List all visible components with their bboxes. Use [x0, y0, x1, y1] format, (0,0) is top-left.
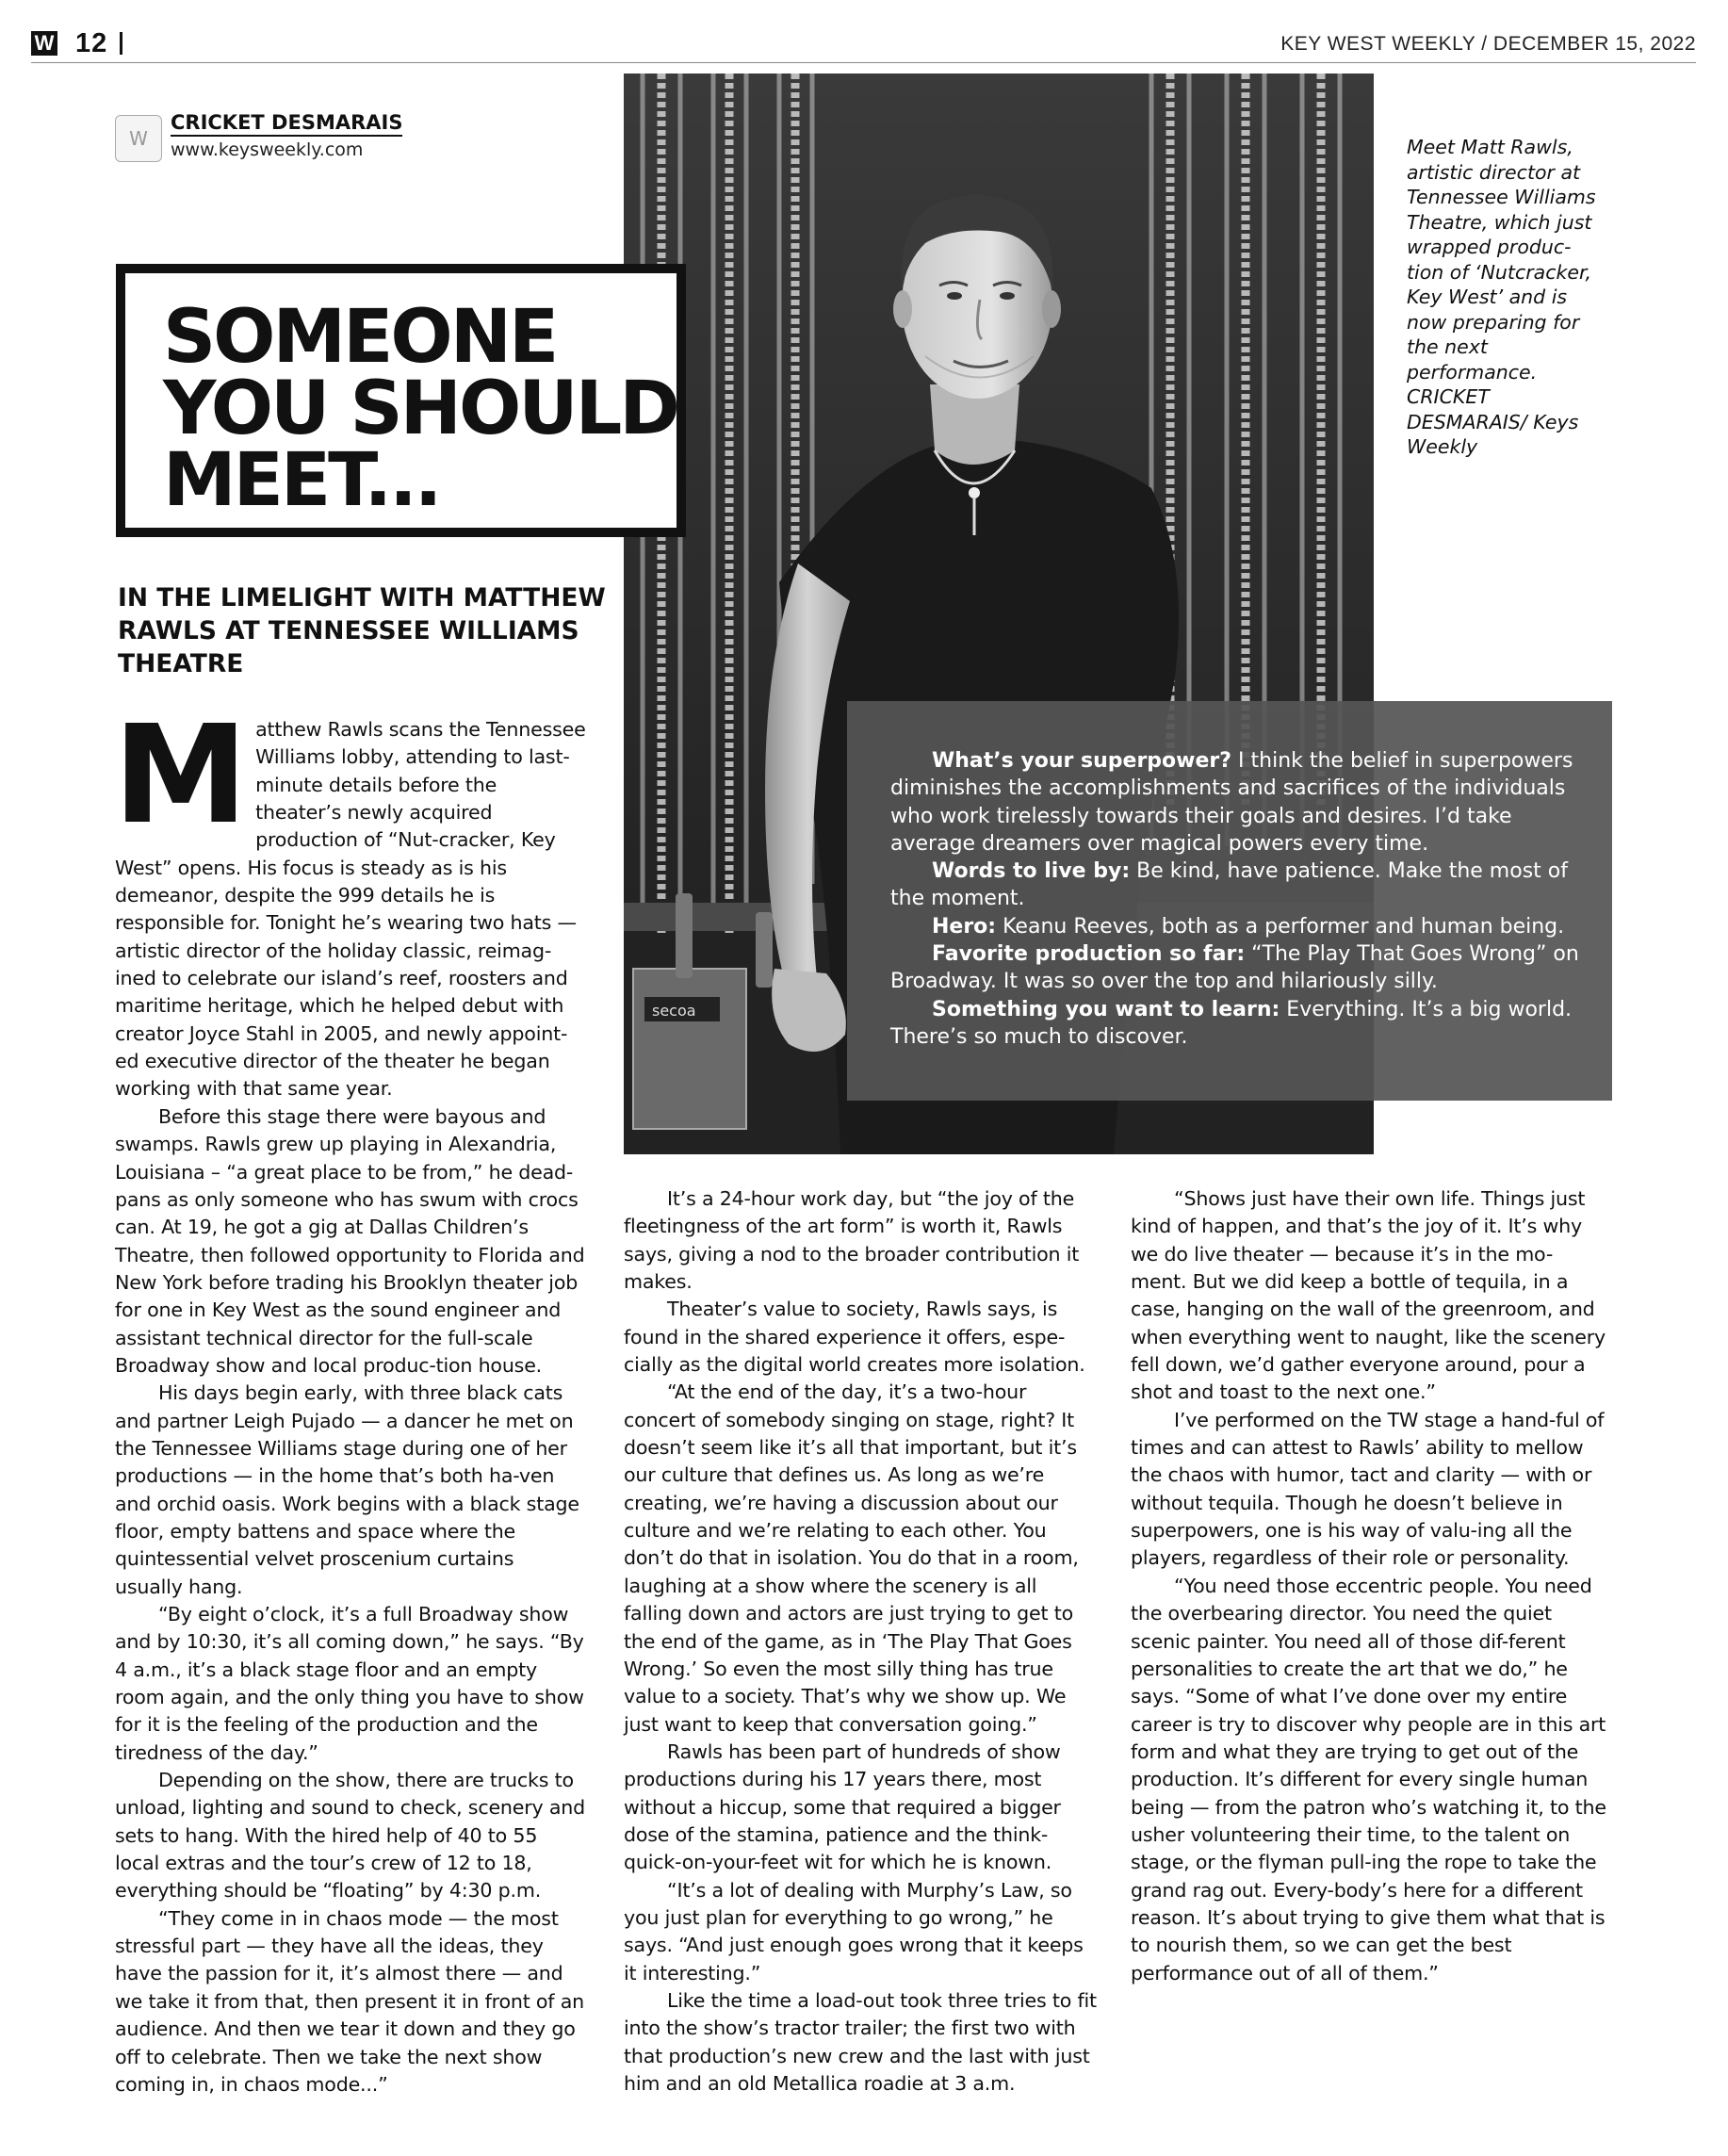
paragraph: Rawls has been part of hundreds of show productions during his 17 years there, most without a hiccup, some that required a bigger dose of the stamina, patience and the think-quick-on-your-feet wit for which he is known. — [624, 1740, 1061, 1874]
header-rule — [31, 62, 1696, 63]
equipment-label: secoa — [652, 1002, 696, 1020]
headline — [163, 295, 691, 523]
qa-answer: Be kind, have patience. Make the most of the moment. — [890, 859, 1568, 911]
qa-item — [890, 913, 1588, 940]
qa-answer: I think the belief in superpowers diminishes the accomplishments and sacrifices of the individuals who work tirelessly towards their goals and desires. I’d take average dreamers over magical powers every time. — [890, 749, 1573, 856]
qa-item — [890, 747, 1588, 858]
headline-line-1: SOMEONE — [163, 295, 557, 380]
qa-item — [890, 940, 1588, 996]
author-url[interactable]: www.keysweekly.com — [171, 139, 364, 160]
drop-cap: M — [113, 695, 249, 854]
headline-line-3: MEET... — [163, 438, 440, 523]
qa-question: Words to live by: — [932, 859, 1131, 884]
headline-box — [116, 264, 686, 537]
paragraph: I’ve performed on the TW stage a hand-ful of times and can attest to Rawls’ ability to mellow the chaos with humor, tact and clarity — with or without tequila. Though he doesn’t believe in superpowers, one is his way of valu-ing all the players, regardless of their role or personality. — [1131, 1408, 1605, 1570]
paragraph: Depending on the show, there are trucks to unload, lighting and sound to check, scenery and sets to hang. With the hired help of 40 to 55 local extras and the tour’s crew of 12 to 18, everything should be “floating” by 4:30 p.m. — [115, 1769, 585, 1903]
qa-question: Favorite production so far: — [932, 942, 1246, 967]
qa-answer: Keanu Reeves, both as a performer and human being. — [996, 914, 1565, 939]
paragraph: “Shows just have their own life. Things just kind of happen, and that’s the joy of it. It’s why we do live theater — because it’s in the mo-ment. But we did keep a bottle of tequila, in a case, hanging on the wall of the greenroom, and when everything went to naught, like the scenery fell down, we’d gather everyone around, pour a shot and toast to the next one.” — [1131, 1187, 1606, 1404]
qa-answer: “The Play That Goes Wrong” on Broadway. It was so over the top and hilariously silly. — [890, 942, 1579, 994]
qa-sidebar — [847, 701, 1612, 1101]
photo-caption: Meet Matt Rawls, artistic director at Tennessee Williams Theatre, which just wrapped produc-tion of ‘Nutcracker, Key West’ and is now preparing for the next performance. CRICKET DESMARAIS/ Keys Weekly — [1407, 136, 1596, 458]
author-name: CRICKET DESMARAIS — [171, 111, 402, 137]
subheadline: IN THE LIMELIGHT WITH MATTHEW RAWLS AT TENNESSEE WILLIAMS THEATRE — [118, 583, 606, 678]
page-number: 12 — [75, 28, 108, 58]
paragraph: Before this stage there were bayous and swamps. Rawls grew up playing in Alexandria, Louisiana – “a great place to be from,” he dead-pans as only someone who has swum with crocs can. At 19, he got a gig at Dallas Children’s Theatre, then followed opportunity to Florida and New York before trading his Brooklyn theater job for one in Key West as the sound engineer and assistant technical director for the full-scale Broadway show and local produc-tion house. — [115, 1104, 585, 1377]
qa-item — [890, 858, 1588, 913]
qa-question: What’s your superpower? — [932, 749, 1232, 773]
paragraph: “It’s a lot of dealing with Murphy’s Law, so you just plan for everything to go wrong,” he says. “And just enough goes wrong that it keeps it interesting.” — [624, 1878, 1084, 1984]
qa-question: Hero: — [932, 914, 997, 939]
paragraph: “By eight o’clock, it’s a full Broadway show and by 10:30, it’s all coming down,” he says. “By 4 a.m., it’s a black stage floor and an empty room again, and the only thing you have to show for it is the feeling of the production and the tiredness of the day.” — [115, 1603, 584, 1764]
qa-item — [890, 996, 1588, 1052]
publication-date: KEY WEST WEEKLY / DECEMBER 15, 2022 — [1280, 33, 1696, 55]
paragraph: Matthew Rawls scans the Tennessee Williams lobby, attending to last-minute details before the theater’s newly acquired production of “Nut-cracker, Key West” opens. His focus is steady as is his demeanor, despite the 999 details he is responsible for. Tonight he’s wearing two hats — artistic director of the holiday classic, reimag-ined to celebrate our island’s reef, roosters and maritime heritage, which he helped debut with creator Joyce Stahl in 2005, and newly appoint-ed executive director of the theater he began working with that same year. — [113, 695, 586, 1101]
article-column-3 — [1131, 1185, 1606, 1987]
article-column-2 — [624, 1185, 1100, 2098]
author-badge: W — [115, 115, 162, 162]
paragraph: His days begin early, with three black cats and partner Leigh Pujado — a dancer he met on the Tennessee Williams stage during one of her productions — in the home that’s both ha-ven and orchid oasis. Work begins with a black stage floor, empty battens and space where the quintessential velvet proscenium curtains usually hang. — [115, 1381, 579, 1598]
article-column-1 — [113, 695, 586, 2099]
paragraph: It’s a 24-hour work day, but “the joy of the fleetingness of the art form” is worth it, Rawls says, giving a nod to the broader contribution it makes. — [624, 1187, 1080, 1294]
paragraph: “They come in in chaos mode — the most stressful part — they have all the ideas, they have the passion for it, it’s almost there — and we take it from that, then present it in front of an audience. And then we tear it down and they go off to celebrate. Then we take the next show coming in, in chaos mode...” — [115, 1906, 584, 2096]
qa-answer: Everything. It’s a big world. There’s so much to discover. — [890, 997, 1573, 1049]
qa-list — [890, 747, 1588, 1051]
header-divider — [120, 32, 122, 55]
headline-line-2: YOU SHOULD — [163, 367, 678, 451]
paragraph: Like the time a load-out took three tries to fit into the show’s tractor trailer; the first two with that production’s new crew and the last with just him and an old Metallica roadie at 3 a.m. — [624, 1988, 1097, 2095]
paragraph: Theater’s value to society, Rawls says, is found in the shared experience it offers, espe-cially as the digital world creates more isolation. — [624, 1298, 1085, 1377]
qa-question: Something you want to learn: — [932, 997, 1280, 1021]
paragraph: “At the end of the day, it’s a two-hour concert of somebody singing on stage, right? It doesn’t seem like it’s all that important, but it’s our culture that defines us. As long as we’re creating, we’re having a discussion about our culture and we’re relating to each other. You don’t do that in isolation. You do that in a room, laughing at a show where the scenery is all falling down and actors are just trying to get to the end of the game, as in ‘The Play That Goes Wrong.’ So even the most silly thing has true value to a society. That’s why we show up. We just want to keep that conversation going.” — [624, 1380, 1079, 1736]
publication-logo: W — [31, 31, 57, 56]
paragraph: “You need those eccentric people. You need the overbearing director. You need the quiet scenic painter. You need all of those dif-ferent personalities to create the art that we do,” he says. “Some of what I’ve done over my entire career is try to discover why people are in this art form and what they are trying to get out of the production. It’s different for every single human being — from the patron who’s watching it, to the usher volunteering their time, to the talent on stage, or the flyman pull-ing the rope to take the grand rag out. Every-body’s here for a different reason. It’s about trying to give them what that is to nourish them, so we can get the best performance out of all of them.” — [1131, 1574, 1606, 1984]
